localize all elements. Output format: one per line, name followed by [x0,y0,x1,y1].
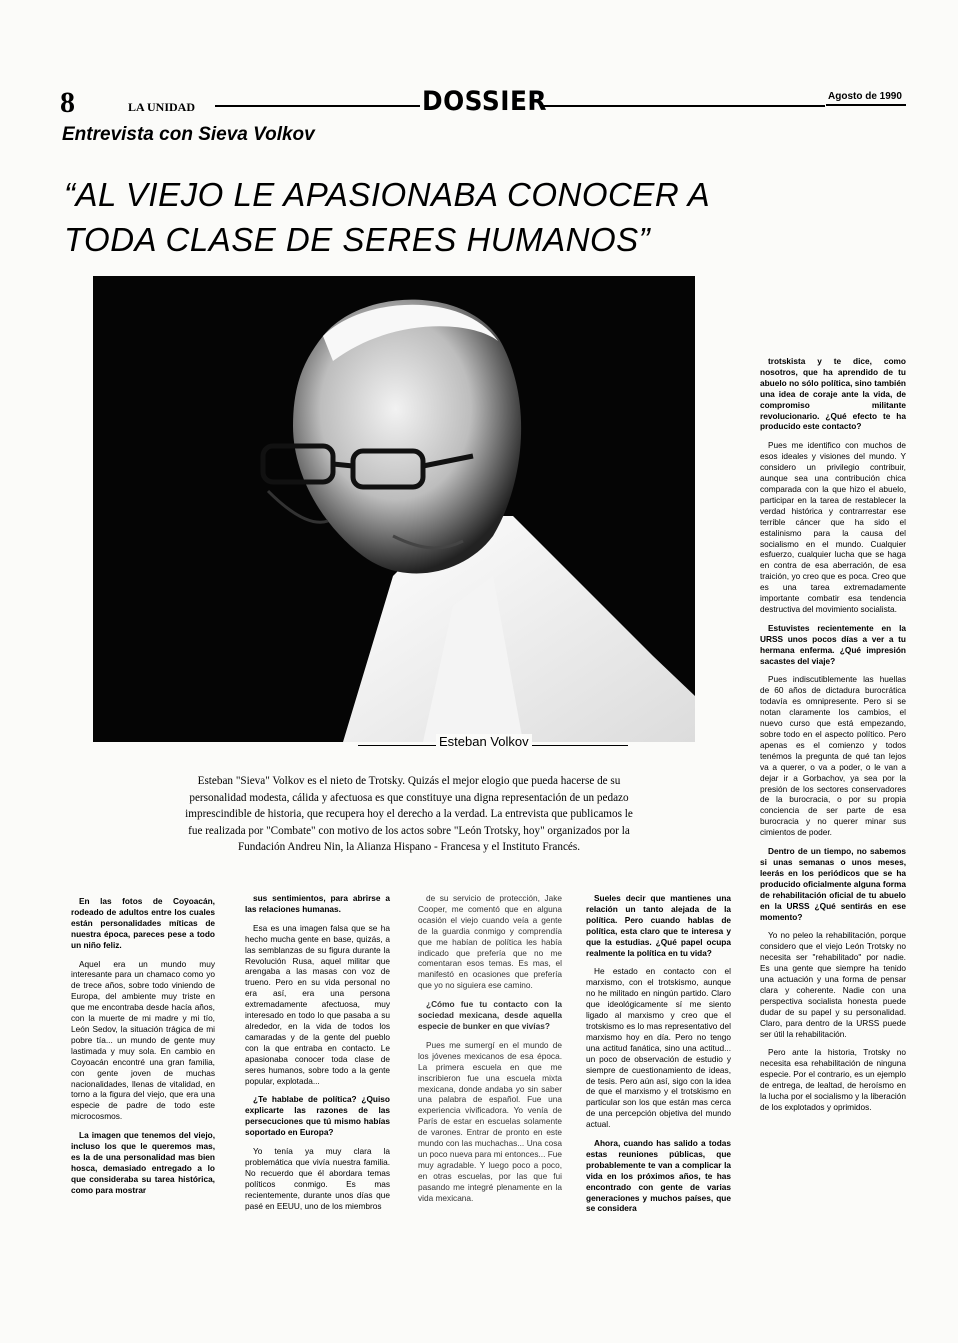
column-paragraph: trotskista y te dice, como nosotros, que ha aprendido de tu abuelo no sólo política, sino también una idea de coraje ante la vida, de compromiso militante revolucionario. ¿Qué efecto te ha producido este contacto? [760,356,906,432]
article-column-2 [245,893,390,1219]
column-paragraph: ¿Cómo fue tu contacto con la sociedad mexicana, desde aquella especie de bunker en que vivías? [418,999,562,1031]
column-paragraph: Sueles decir que mantienes una relación un tanto alejada de la política. Pero cuando hablas de política, esta claro que te interesa y que la estudias. ¿Qué papel ocupa realmente la política en tu vida? [586,893,731,958]
column-paragraph: Pues me identifico con muchos de esos ideales y visiones del mundo. Y considero un privilegio contribuir, aunque sea una contribución chica comparada con la que hizo el abuelo, participar en la tarea de restablecer la verdad histórica y contrarrestar ese terrible cáncer que ha sido el estalinismo para la causa del socialismo en el mundo. Cualquier esfuerzo, cualquier lucha que se haga en contra de esa aberración, de esa traición, yo creo que es poca. Creo que es una tarea extremadamente importante combatir esa tendencia destructiva del movimiento socialista. [760,440,906,614]
page-number: 8 [60,86,75,119]
column-paragraph: ¿Te hablabe de política? ¿Quiso explicarte las razones de las persecuciones que tú mismo habías soportado en Europa? [245,1094,390,1138]
column-paragraph: Estuvistes recientemente en la URSS unos pocos días a ver a tu hermana enferma. ¿Qué impresión sacastes del viaje? [760,622,906,666]
column-paragraph: Yo tenía ya muy clara la problemática que vivía nuestra familia. No recuerdo que él abordara temas políticos conmigo. Es mas recientemente, durante unos días que pasé en EEUU, uno de los miembros [245,1146,390,1211]
section-title: DOSSIER [422,86,547,117]
portrait-illustration [93,276,695,742]
column-paragraph: La imagen que tenemos del viejo, incluso los que le queremos mas, es la de una personalidad mas bien hosca, demasiado entregado a lo que consideraba su tarea histórica, como para mostrar [71,1130,215,1195]
column-paragraph: Dentro de un tiempo, no sabemos si unas semanas o unos meses, leerás en los periódicos que se ha producido oficialmente alguna forma de rehabilitación oficial de tu abuelo en la URSS ¿Qué sentirás en ese momento? [760,846,906,922]
header-rule [215,105,420,107]
photo-caption: Esteban Volkov [436,734,532,749]
portrait-photo [93,276,695,742]
column-paragraph: En las fotos de Coyoacán, rodeado de adultos entre los cuales están personalidades míticas de nuestra época, pareces pese a todo un niño feliz. [71,896,215,950]
headline: “AL VIEJO LE APASIONABA CONOCER A TODA CLASE DE SERES HUMANOS” [64,176,709,258]
column-paragraph: Ahora, cuando has salido a todas estas reuniones públicas, que probablemente te van a complicar la vida en los próximos años, te has encontrado con gente de varias generaciones y muchos países, que se considera [586,1138,731,1214]
column-paragraph: Yo no peleo la rehabilitación, porque considero que el viejo León Trotsky no necesita ser "rehabilitado" por nadie. Es una gente que siempre ha tenido una actuación y una forma de pensar clara y coherente. Nadie con una perspectiva socialista honesta puede dudar de su papel y su personalidad. Claro, para dentro de la URSS puede ser útil la rehabilitación. [760,930,906,1039]
column-paragraph: He estado en contacto con el marxismo, con el trotskismo, aunque no he militado en ningún partido. Claro que ideológicamente sí me siento ligado al marxismo y creo que el trotskismo es lo mas representativo del marxismo hoy en día. Pero no tengo una actitud fanática, sino una actitud... un poco de observación de estudio y siempre de cuestionamiento de ideas, de tesis. Pero aún así, sigo con la idea de que el marxismo y el trotskismo en particular son los que están mas cerca de una percepción objetiva del mundo actual. [586,966,731,1130]
header-rule [826,104,906,106]
article-column-4 [586,893,731,1222]
article-column-3 [418,893,562,1211]
article-column-5 [760,356,906,1121]
column-paragraph: Pues me sumergí en el mundo de los jóvenes mexicanos de esa época. La primera escuela en que me inscribieron fue una escuela mixta mexicana, donde andaba yo sin saber una palabra de español. Fue una experiencia vivificadora. Yo venía de París de estar en escuelas solamente de varones. Entrar de pronto en este mundo con las muchachas... Una cosa un poco nueva para mi entonces... Fue muy agradable. Y luego poco a poco, en otras escuelas, por las que fui pasando me integré plenamente en la vida mexicana. [418,1039,562,1203]
column-paragraph: Aquel era un mundo muy interesante para un chamaco como yo de trece años, sobre todo viniendo de Europa, del ambiente muy triste en que me encontraba desde hacía años, con la muerte de mi madre y mi tío, León Sedov, la situación trágica de mi pobre tía... un mundo de gente muy lastimada y muy sola. En cambio en Coyoacán encontré una gran familia, con gente joven de muchas nacionalidades, llenas de vitalidad, en torno a la figura del viejo, que era una especie de padre de todo este microcosmos. [71,958,215,1122]
column-paragraph: Pues indiscutiblemente las huellas de 60 años de dictadura burocrática todavía es omnipresente. Pero si se notan claramente los cambios, el nuevo curso que está empezando, sobre todo en el aspecto político. Pero apenas es el comienzo y todos tenémos la pregunta de qué tan lejos va a querer, o va a poder, o le van a dejar ir a Gorbachov, ya sea por la presión de los sectores conservadores de la burocracia, o por su propia conciencia de ser parte de esa burocracia y no querer minar sus cimientos de poder. [760,674,906,838]
intro-paragraph: Esteban "Sieva" Volkov es el nieto de Trotsky. Quizás el mejor elogio que pueda hacerse de su personalidad modesta, cálida y afectuosa es que constituye una digna representación de un pedazo imprescindible de historia, que recupera hoy el derecho a la verdad. La entrevista que publicamos le fue realizada por "Combate" con motivo de los actos sobre "León Trotsky, hoy" organizados por la Fundación Andreu Nin, la Alianza Hispano - Francesa y el Instituto Francés. [185,775,633,853]
column-paragraph: sus sentimientos, para abrirse a las relaciones humanas. [245,893,390,914]
column-paragraph: Esa es una imagen falsa que se ha hecho mucha gente en base, quizás, a las semblanzas de su figura durante la Revolución Rusa, aquel militar que arengaba a las masas con voz de trueno. Pero en su vida personal no era así, era una persona extremadamente afectuosa, muy interesado en todo lo que pasaba a su alrededor, en la vida de todos los camaradas y de la gente del pueblo con la que entraba en contacto. Le apasionaba conocer toda clase de seres humanos, sobre todo a la gente popular, explotada... [245,922,390,1086]
header-rule [540,105,825,107]
kicker: Entrevista con Sieva Volkov [62,124,315,145]
article-column-1 [71,896,215,1204]
column-paragraph: de su servicio de protección, Jake Cooper, me comentó que en alguna ocasión el viejo cuando veía a gente de la guardia conmigo y comprendía que me habían de política les había indicado que prefería que no me comentaran esos temas. Es mas, el manifestó en ocasiones que prefería que yo no siguiera ese camino. [418,893,562,991]
column-paragraph: Pero ante la historia, Trotsky no necesita esa rehabilitación de ninguna especie. Por el contrario, es un ejemplo de entrega, de lealtad, de heroísmo en la lucha por el socialismo y la liberación de los explotados y oprimidos. [760,1047,906,1112]
issue-date: Agosto de 1990 [828,91,902,102]
publication-name: LA UNIDAD [128,100,196,114]
